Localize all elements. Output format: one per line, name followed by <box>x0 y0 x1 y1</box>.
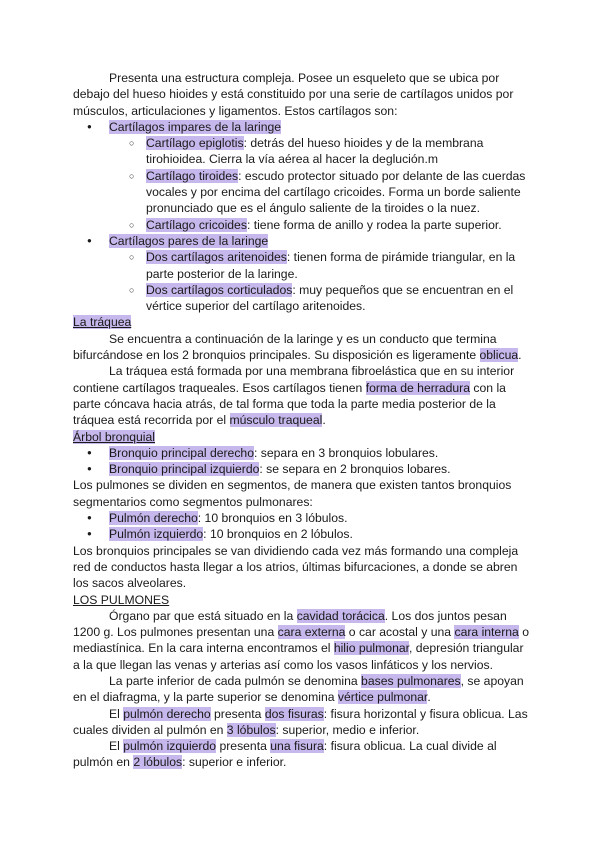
text: o mediastínica. En la cara interna encontramos el <box>73 625 529 656</box>
text: : separa en 3 bronquios lobulares. <box>254 445 439 460</box>
highlight: Dos cartílagos corticulados <box>146 282 293 297</box>
section-heading: LOS PULMONES <box>73 592 170 607</box>
text: El <box>109 706 124 721</box>
text: . <box>427 690 431 705</box>
text: o car acostal y una <box>345 625 455 640</box>
highlight: cara interna <box>454 625 519 640</box>
text: : detrás del hueso hioides y de la membrana tirohioidea. Cierra la vía aérea al hacer la deglución.m <box>146 136 484 167</box>
highlight: Cartílago tiroides <box>146 168 239 183</box>
heading-pulmones <box>73 592 533 608</box>
highlight: vértice pulmonar <box>337 690 428 705</box>
pulmones-paragraph-1 <box>73 608 533 673</box>
highlight: oblicua <box>479 348 519 363</box>
highlight: Cartílagos pares de la laringe <box>109 233 269 248</box>
highlight: Pulmón izquierdo <box>109 527 204 542</box>
highlight: Dos cartílagos aritenoides <box>146 250 287 265</box>
sub-bullet <box>73 217 533 233</box>
text: , se apoyan en el diafragma, y la parte superior se denomina <box>73 673 524 705</box>
text: : tienen forma de pirámide triangular, en la parte posterior de la laringe. <box>146 250 516 281</box>
bullet <box>73 526 533 542</box>
highlight: Pulmón derecho <box>109 511 198 526</box>
segmentos-paragraph: Los pulmones se dividen en segmentos, de manera que existen tantos bronquios segmentarios como segmentos pulmonares: <box>73 478 512 509</box>
bullet <box>73 445 533 461</box>
highlight: 3 lóbulos <box>226 722 276 737</box>
heading-traquea <box>73 314 533 330</box>
text: : fisura oblicua. La cual divide al pulmón en <box>73 739 497 770</box>
text: . <box>322 413 326 428</box>
text: La tráquea está formada por una membrana fibroelástica que en su interior contiene cartílagos traqueales. Esos cartílagos tienen <box>73 364 515 395</box>
bullet-pares <box>73 233 533 249</box>
text: El <box>109 739 124 754</box>
intro-paragraph: Presenta una estructura compleja. Posee un esqueleto que se ubica por debajo del hueso hioides y está constituido por una serie de cartílagos unidos por músculos, articulaciones y ligamentos. Estos cartílagos son: <box>73 71 514 118</box>
text: : 10 bronquios en 3 lóbulos. <box>197 511 348 526</box>
text: : se separa en 2 bronquios lobares. <box>259 462 451 477</box>
traquea-paragraph-2 <box>73 363 533 428</box>
bullet <box>73 510 533 526</box>
bronquios-list <box>73 445 533 478</box>
text: : escudo protector situado por delante de las cuerdas vocales y por encima del cartílago cricoides. Forma un borde saliente pronunciado que es el ángulo saliente de la tiroides o la nuez. <box>146 168 526 216</box>
highlight: cara externa <box>277 625 346 640</box>
pulmones-paragraph-4 <box>73 738 533 771</box>
text: : superior, medio e inferior. <box>275 722 420 737</box>
highlight: 2 lóbulos <box>133 755 183 770</box>
heading-arbol <box>73 429 533 445</box>
text: Se encuentra a continuación de la laringe y es un conducto que termina bifurcándose en los 2 bronquios principales. Su disposición es ligeramente <box>73 331 497 363</box>
highlight: hilio pulmonar <box>333 641 410 656</box>
sub-bullet <box>73 282 533 315</box>
text: La parte inferior de cada pulmón se denomina <box>109 673 362 688</box>
text: : 10 bronquios en 2 lóbulos. <box>203 527 353 542</box>
text: presenta <box>210 706 265 721</box>
text: . Los dos juntos pesan 1200 g. Los pulmones presentan una <box>73 608 507 640</box>
section-heading: La tráquea <box>73 315 132 330</box>
text: : tiene forma de anillo y rodea la parte superior. <box>246 217 502 232</box>
highlight: Cartílago cricoides <box>146 217 247 232</box>
bullet-impares <box>73 119 533 135</box>
highlight: cavidad torácica <box>296 608 385 623</box>
pulmones-paragraph-2 <box>73 673 533 706</box>
sub-bullet <box>73 135 533 168</box>
highlight: pulmón derecho <box>123 706 211 721</box>
sub-bullet <box>73 249 533 282</box>
highlight: músculo traqueal <box>229 413 323 428</box>
cartilagos-list <box>73 119 533 315</box>
highlight: pulmón izquierdo <box>123 739 217 754</box>
highlight: Bronquio principal izquierdo <box>109 462 260 477</box>
highlight: Bronquio principal derecho <box>109 445 254 460</box>
highlight: bases pulmonares <box>361 673 461 688</box>
text: con la parte cóncava hacia atrás, de tal forma que toda la parte media posterior de la tráquea está recorrida por el <box>73 380 506 428</box>
text: : fisura horizontal y fisura oblicua. Las cuales dividen al pulmón en <box>73 706 528 737</box>
text: : superior e inferior. <box>182 755 287 770</box>
text: presenta <box>216 739 271 754</box>
highlight: dos fisuras <box>264 706 324 721</box>
highlight: forma de herradura <box>365 380 471 395</box>
highlight: una fisura <box>270 739 324 754</box>
bronquios-paragraph: Los bronquios principales se van dividiendo cada vez más formando una compleja red de conductos hasta llegar a los atrios, últimas bifurcaciones, a donde se abren los sacos alveolares. <box>73 543 519 591</box>
text: : muy pequeños que se encuentran en el vértice superior del cartílago aritenoides. <box>146 282 514 314</box>
traquea-paragraph-1 <box>73 331 533 364</box>
text: . <box>518 348 522 363</box>
highlight: Cartílago epiglotis <box>146 136 244 151</box>
highlight: Cartílagos impares de la laringe <box>109 119 282 134</box>
bullet <box>73 461 533 477</box>
document-page <box>73 70 533 771</box>
pulmones-paragraph-3 <box>73 706 533 739</box>
section-heading: Árbol bronquial <box>73 429 155 444</box>
text: Órgano par que está situado en la <box>109 608 297 623</box>
text: , depresión triangular a la que llegan las venas y arterias así como los vasos linfáticos y los nervios. <box>73 641 524 672</box>
pulmones-list <box>73 510 533 543</box>
sub-bullet <box>73 168 533 217</box>
